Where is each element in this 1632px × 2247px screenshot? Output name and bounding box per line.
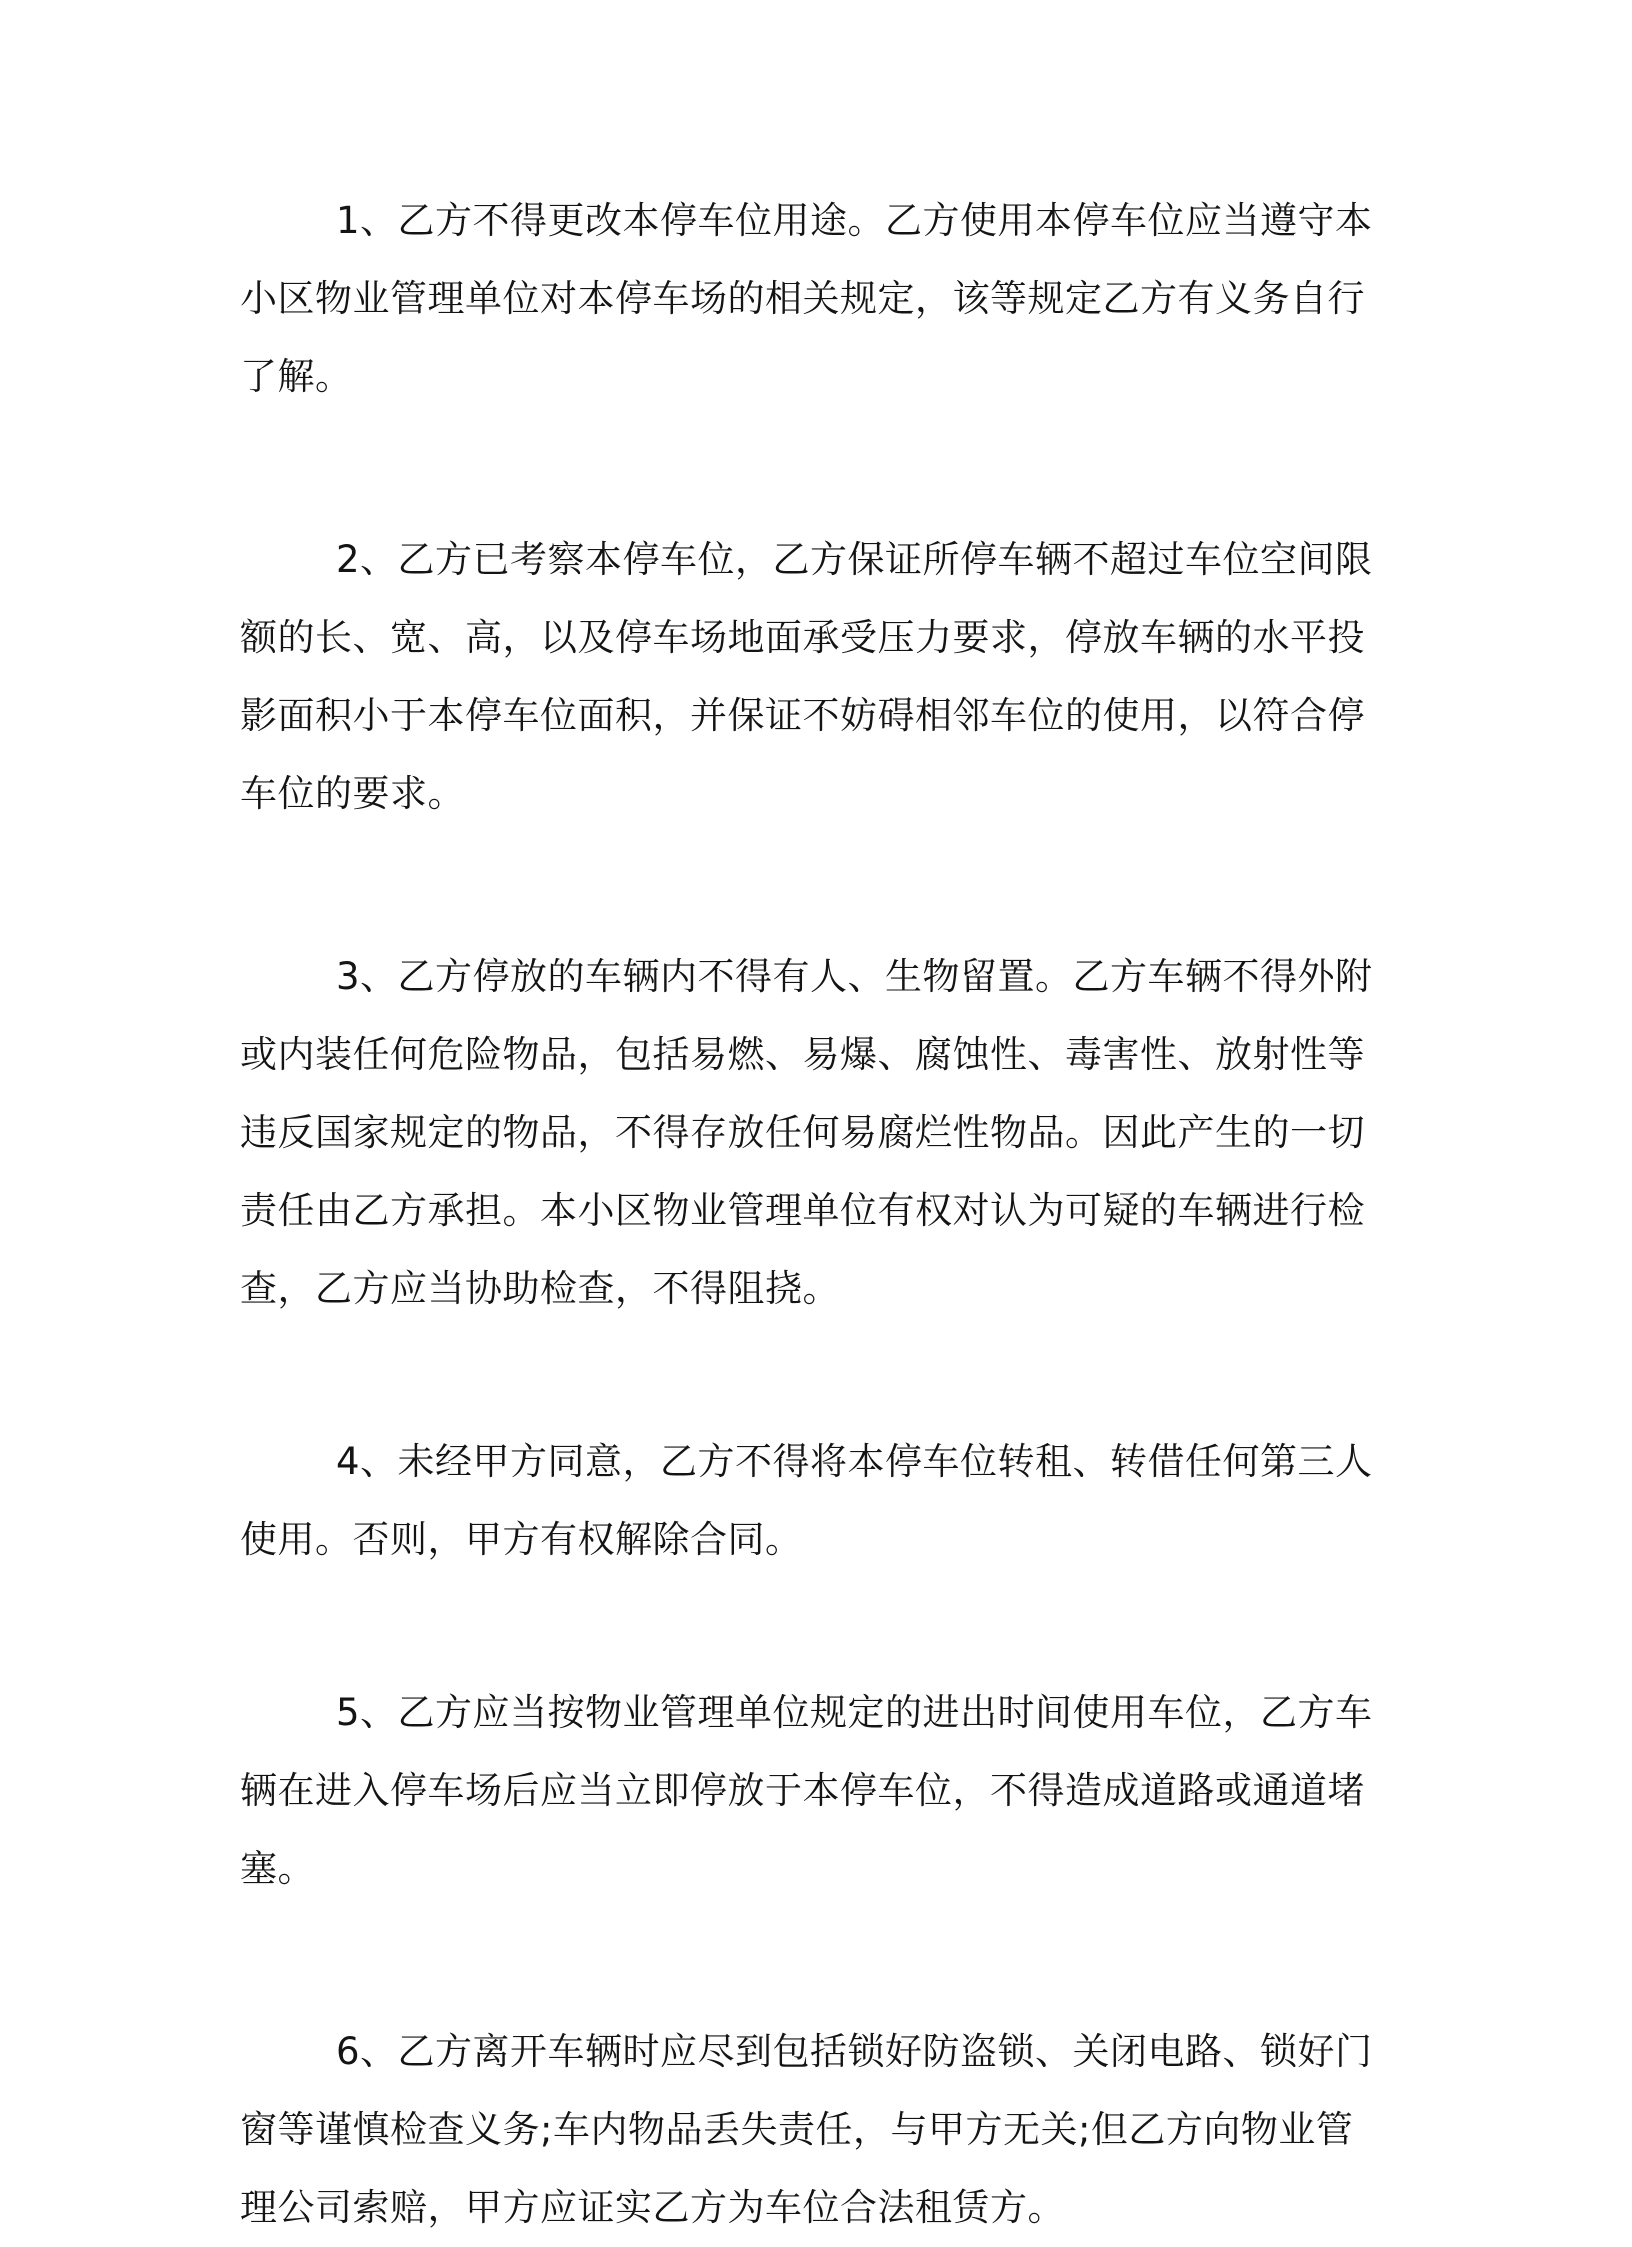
- clause-6: 6、乙方离开车辆时应尽到包括锁好防盗锁、关闭电路、锁好门窗等谨慎检查义务;车内物品丢失责任，与甲方无关;但乙方向物业管理公司索赔，甲方应证实乙方为车位合法租赁方。: [240, 2030, 1373, 2229]
- clause-1: 1、乙方不得更改本停车位用途。乙方使用本停车位应当遵守本小区物业管理单位对本停车场的相关规定，该等规定乙方有义务自行了解。: [240, 199, 1373, 398]
- clause-3: 3、乙方停放的车辆内不得有人、生物留置。乙方车辆不得外附或内装任何危险物品，包括易燃、易爆、腐蚀性、毒害性、放射性等违反国家规定的物品，不得存放任何易腐烂性物品。因此产生的一切责任由乙方承担。本小区物业管理单位有权对认为可疑的车辆进行检查，乙方应当协助检查，不得阻挠。: [240, 955, 1373, 1310]
- clause-5: 5、乙方应当按物业管理单位规定的进出时间使用车位，乙方车辆在进入停车场后应当立即停放于本停车位，不得造成道路或通道堵塞。: [240, 1691, 1373, 1890]
- document-body: [240, 182, 1380, 2247]
- clause-4: 4、未经甲方同意，乙方不得将本停车位转租、转借任何第三人使用。否则，甲方有权解除合同。: [240, 1440, 1373, 1561]
- clause-2: 2、乙方已考察本停车位，乙方保证所停车辆不超过车位空间限额的长、宽、高，以及停车场地面承受压力要求，停放车辆的水平投影面积小于本停车位面积，并保证不妨碍相邻车位的使用，以符合停车位的要求。: [240, 538, 1373, 815]
